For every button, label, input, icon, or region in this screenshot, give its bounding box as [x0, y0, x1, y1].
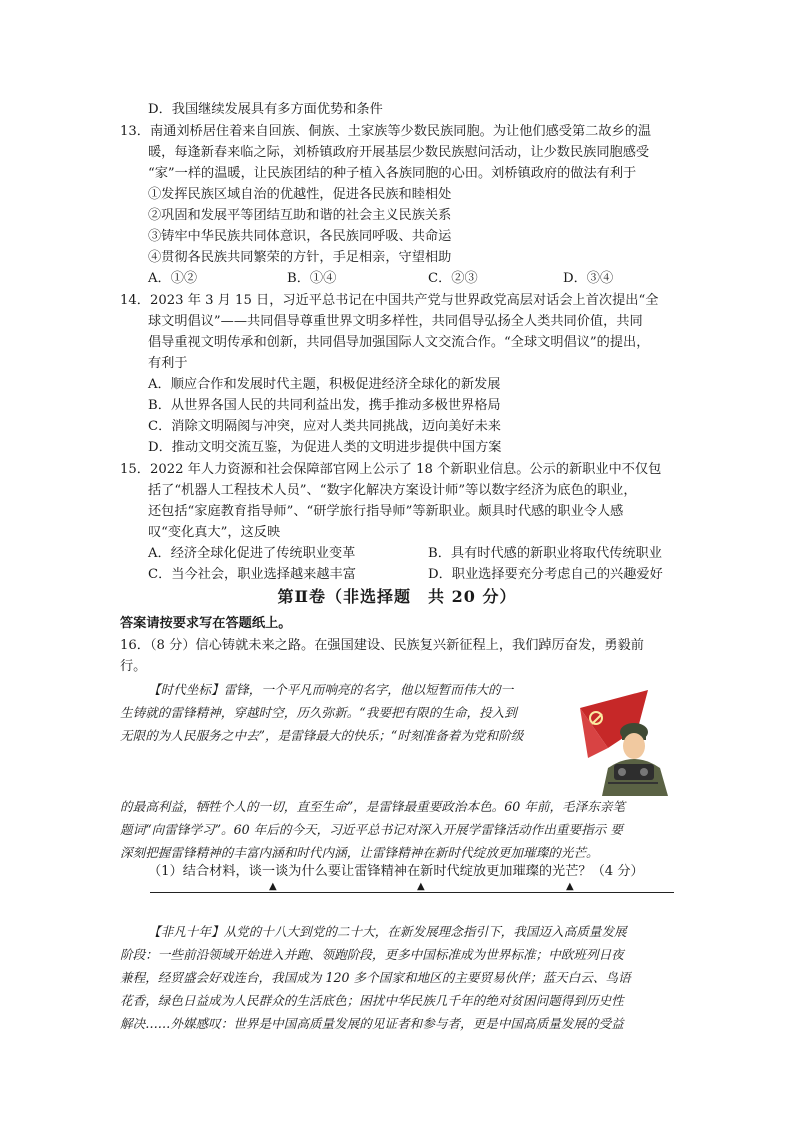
- q13-stem-line-3: “家”一样的温暖，让民族团结的种子植入各族同胞的心田。刘桥镇政府的做法有利于: [148, 166, 637, 181]
- answer-mark-3: ▲: [566, 881, 574, 892]
- q16-material-1-line-4: 的最高利益，牺牲个人的一切，直至生命”，是雷锋最重要政治本色。60 年前，毛泽东亲笔: [120, 799, 626, 814]
- section-2-instruction: 答案请按要求写在答题纸上。: [120, 616, 292, 631]
- q15-option-b: B．具有时代感的新职业将取代传统职业: [428, 546, 662, 561]
- answer-line[interactable]: [150, 892, 674, 893]
- q14-option-b: B．从世界各国人民的共同利益出发，携手推动多极世界格局: [148, 398, 501, 413]
- q13-stem-line-2: 暖，每逢新春来临之际，刘桥镇政府开展基层少数民族慰问活动，让少数民族同胞感受: [148, 145, 650, 160]
- q14-option-a: A．顺应合作和发展时代主题，积极促进经济全球化的新发展: [148, 377, 501, 392]
- q12-option-d: D．我国继续发展具有多方面优势和条件: [148, 102, 383, 117]
- q13-item-2: ②巩固和发展平等团结互助和谐的社会主义民族关系: [148, 208, 452, 223]
- q16-material-2-line-5: 解决……外媒感叹：世界是中国高质量发展的见证者和参与者，更是中国高质量发展的受益: [120, 1016, 624, 1031]
- q16-material-2-line-4: 花香，绿色日益成为人民群众的生活底色；困扰中华民族几千年的绝对贫困问题得到历史性: [120, 993, 624, 1008]
- q13-option-b: B．①④: [287, 271, 337, 286]
- q16-material-2-line-2: 阶段：一些前沿领域开始进入并跑、领跑阶段，更多中国标准成为世界标准；中欧班列日夜: [120, 947, 624, 962]
- q16-material-2-line-1: 【非凡十年】从党的十八大到党的二十大，在新发展理念指引下，我国迈入高质量发展: [148, 924, 627, 939]
- q15-option-c: C．当今社会，职业选择越来越丰富: [148, 567, 356, 582]
- q16-stem-line-1: 16．（8 分）信心铸就未来之路。在强国建设、民族复兴新征程上，我们踔厉奋发，勇毅前: [120, 638, 644, 653]
- q14-option-c: C．消除文明隔阂与冲突，应对人类共同挑战，迈向美好未来: [148, 419, 501, 434]
- q13-option-a: A．①②: [148, 271, 198, 286]
- q16-material-1-line-6: 深刻把握雷锋精神的丰富内涵和时代内涵，让雷锋精神在新时代绽放更加璀璨的光芒。: [120, 845, 599, 860]
- answer-mark-2: ▲: [417, 881, 425, 892]
- q14-stem-line-3: 倡导重视文明传承和创新，共同倡导加强国际人文交流合作。“全球文明倡议”的提出，: [148, 335, 650, 350]
- q15-option-a: A．经济全球化促进了传统职业变革: [148, 546, 356, 561]
- q13-item-4: ④贯彻各民族共同繁荣的方针，手足相亲，守望相助: [148, 250, 452, 265]
- q14-stem-line-1: 14．2023 年 3 月 15 日，习近平总书记在中国共产党与世界政党高层对话会上首次提出“全: [120, 293, 659, 308]
- q15-option-d: D．职业选择要充分考虑自己的兴趣爱好: [428, 567, 663, 582]
- q14-stem-line-2: 球文明倡议”——共同倡导尊重世界文明多样性，共同倡导弘扬全人类共同价值，共同: [148, 314, 643, 329]
- q16-material-1-line-2: 生铸就的雷锋精神，穿越时空，历久弥新。“我要把有限的生命，投入到: [120, 705, 517, 720]
- q14-option-d: D．推动文明交流互鉴，为促进人类的文明进步提供中国方案: [148, 440, 502, 455]
- q15-stem-line-4: 叹“变化真大”，这反映: [148, 525, 281, 540]
- q15-stem-line-1: 15．2022 年人力资源和社会保障部官网上公示了 18 个新职业信息。公示的新职业中不仅包: [120, 462, 662, 477]
- answer-mark-1: ▲: [269, 881, 277, 892]
- q14-stem-line-4: 有利于: [148, 356, 188, 371]
- q16-stem-line-2: 行。: [120, 659, 147, 674]
- q13-stem-line-1: 13．南通刘桥居住着来自回族、侗族、土家族等少数民族同胞。为让他们感受第二故乡的温: [120, 124, 652, 139]
- q16-material-2-line-3: 兼程，经贸盛会好戏连台，我国成为 120 多个国家和地区的主要贸易伙伴；蓝天白云、鸟语: [120, 970, 631, 985]
- q16-material-1-line-5: 题词“向雷锋学习”。60 年后的今天，习近平总书记对深入开展学雷锋活动作出重要指示 要: [120, 822, 623, 837]
- lei-feng-illustration: [578, 688, 678, 798]
- section-2-title: 第Ⅱ卷（非选择题 共 20 分）: [277, 587, 517, 606]
- q13-item-1: ①发挥民族区域自治的优越性，促进各民族和睦相处: [148, 187, 452, 202]
- q13-option-c: C．②③: [428, 271, 478, 286]
- q13-option-d: D．③④: [563, 271, 614, 286]
- q15-stem-line-2: 括了“机器人工程技术人员”、“数字化解决方案设计师”等以数字经济为底色的职业，: [148, 483, 637, 498]
- q16-material-1-line-1: 【时代坐标】雷锋，一个平凡而响亮的名字，他以短暂而伟大的一: [148, 682, 514, 697]
- q15-stem-line-3: 还包括“家庭教育指导师”、“研学旅行指导师”等新职业。颇具时代感的职业令人感: [148, 504, 624, 519]
- q16-material-1-line-3: 无限的为人民服务之中去”，是雷锋最大的快乐；“时刻准备着为党和阶级: [120, 728, 524, 743]
- q13-item-3: ③铸牢中华民族共同体意识，各民族同呼吸、共命运: [148, 229, 452, 244]
- q16-subquestion-1: （1）结合材料，谈一谈为什么要让雷锋精神在新时代绽放更加璀璨的光芒？（4 分）: [148, 864, 644, 879]
